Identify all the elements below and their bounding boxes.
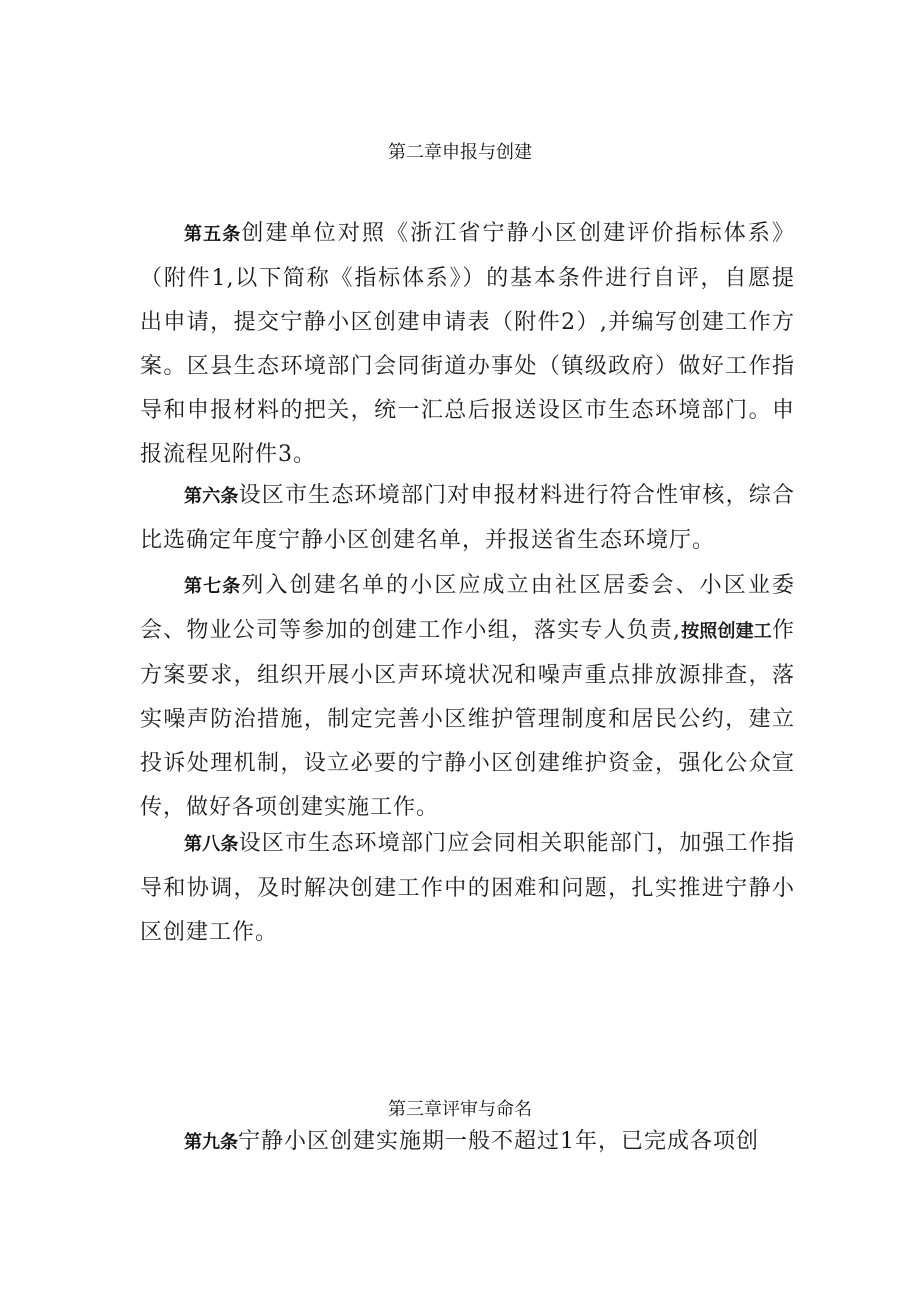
article-5	[140, 212, 795, 477]
article-6-text: 设区市生态环境部门对申报材料进行符合性审核，综合比选确定年度宁静小区创建名单，并报送省生态环境厅。	[140, 483, 795, 553]
article-9	[140, 1120, 795, 1165]
article-6-label: 第六条	[184, 486, 239, 507]
article-7-text-sans: 按照创建工	[680, 621, 772, 642]
chapter-3-title: 第三章评审与命名	[388, 1099, 532, 1120]
article-5-text: 创建单位对照《浙江省宁静小区创建评价指标体系》（附件1,以下简称《指标体系》）的基本条件进行自评，自愿提出申请，提交宁静小区创建申请表（附件2）,并编写创建工作方案。区县生态环境部门会同街道办事处（镇级政府）做好工作指导和申报材料的把关，统一汇总后报送设区市生态环境部门。申报流程见附件3。	[140, 221, 795, 467]
article-8-text: 设区市生态环境部门应会同相关职能部门，加强工作指导和协调，及时解决创建工作中的困难和问题，扎实推进宁静小区创建工作。	[140, 831, 795, 945]
article-7-text-before: 列入创建名单的小区应成立由社区居委会、小区业委会、物业公司等参加的创建工作小组，落实专人负责,	[140, 573, 795, 643]
article-6	[140, 474, 795, 563]
article-7-label: 第七条	[184, 576, 242, 597]
article-9-label: 第九条	[184, 1132, 238, 1153]
article-8-label: 第八条	[184, 834, 239, 855]
article-7-text-after: 作方案要求，组织开展小区声环境状况和噪声重点排放源排查，落实噪声防治措施，制定完善小区维护管理制度和居民公约，建立投诉处理机制，设立必要的宁静小区创建维护资金，强化公众宣传，做好各项创建实施工作。	[140, 618, 795, 820]
article-7	[140, 564, 795, 830]
article-8	[140, 822, 795, 955]
article-5-label: 第五条	[184, 224, 242, 245]
chapter-2-title: 第二章申报与创建	[388, 142, 532, 163]
article-9-text: 宁静小区创建实施期一般不超过1年，已完成各项创	[238, 1129, 759, 1154]
